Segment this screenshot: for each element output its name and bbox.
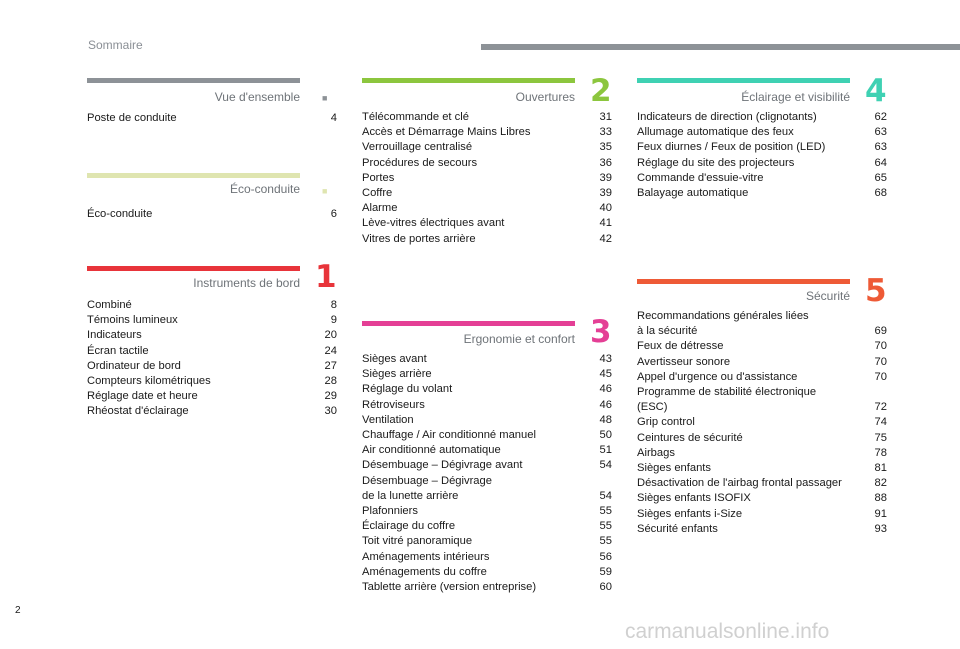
toc-entry[interactable] xyxy=(362,382,612,397)
entry-page: 54 xyxy=(599,459,612,472)
entry-page: 20 xyxy=(324,329,337,342)
entry-page: 55 xyxy=(599,535,612,548)
entry-page: 59 xyxy=(599,565,612,578)
entry-label: Réglage du volant xyxy=(362,383,453,396)
section-ergonomie-confort xyxy=(362,314,612,596)
entry-page: 39 xyxy=(599,187,612,200)
section-title: Sécurité xyxy=(805,289,850,303)
entry-page: 70 xyxy=(874,370,887,383)
section-bar xyxy=(87,78,300,83)
section-bar xyxy=(87,266,300,271)
section-number-badge: 5 xyxy=(865,273,887,309)
toc-entry[interactable] xyxy=(362,171,612,186)
toc-entry[interactable] xyxy=(362,550,612,565)
toc-entry[interactable] xyxy=(362,580,612,595)
toc-entry[interactable] xyxy=(87,374,337,389)
entry-label: Allumage automatique des feux xyxy=(637,126,794,139)
entry-label: Écran tactile xyxy=(87,344,149,357)
entry-label: Alarme xyxy=(362,202,398,215)
toc-entry[interactable] xyxy=(362,232,612,247)
entry-label: Désembuage – Dégivrage de la lunette arrière xyxy=(362,474,492,502)
toc-entry[interactable] xyxy=(362,474,612,504)
entry-label: Verrouillage centralisé xyxy=(362,141,473,154)
section-title: Éclairage et visibilité xyxy=(741,90,850,104)
entry-label: Ordinateur de bord xyxy=(87,359,181,372)
entry-label: Avertisseur sonore xyxy=(637,355,731,368)
entry-page: 39 xyxy=(599,171,612,184)
entry-label: Air conditionné automatique xyxy=(362,444,501,457)
entry-label: Réglage du site des projecteurs xyxy=(637,156,795,169)
entry-label: Poste de conduite xyxy=(87,112,177,124)
entry-page: 27 xyxy=(324,359,337,372)
entry-page: 43 xyxy=(599,353,612,365)
entry-page: 40 xyxy=(599,202,612,215)
toc-entry[interactable] xyxy=(637,507,887,522)
section-bar xyxy=(87,173,300,178)
toc-entry[interactable] xyxy=(362,156,612,171)
section-ouvertures xyxy=(362,73,612,253)
toc-entry[interactable] xyxy=(637,309,887,339)
entry-page: 70 xyxy=(874,340,887,353)
entry-label: Aménagements du coffre xyxy=(362,565,487,578)
entry-page: 62 xyxy=(874,111,887,123)
entry-label: Appel d'urgence ou d'assistance xyxy=(637,370,798,383)
entry-label: Indicateurs xyxy=(87,329,142,342)
toc-entry[interactable] xyxy=(362,201,612,216)
entry-label: Commande d'essuie-vitre xyxy=(637,171,764,184)
page-number: 2 xyxy=(15,605,21,616)
entry-label: Coffre xyxy=(362,187,393,200)
entry-page: 88 xyxy=(874,492,887,505)
entry-list xyxy=(87,207,337,222)
entry-page: 64 xyxy=(874,156,887,169)
toc-entry[interactable] xyxy=(637,186,887,201)
entry-page: 54 xyxy=(599,489,612,502)
section-number-badge: 3 xyxy=(590,314,612,350)
toc-entry[interactable] xyxy=(87,298,337,313)
entry-label: Éclairage du coffre xyxy=(362,520,456,533)
entry-label: Lève-vitres électriques avant xyxy=(362,217,505,230)
entry-label: Compteurs kilométriques xyxy=(87,375,211,388)
toc-entry[interactable] xyxy=(362,186,612,201)
section-instruments-de-bord xyxy=(87,259,337,426)
entry-page: 6 xyxy=(330,208,337,220)
toc-entry[interactable] xyxy=(637,461,887,476)
section-number-badge: 4 xyxy=(865,73,887,109)
toc-entry[interactable] xyxy=(362,534,612,549)
toc-entry[interactable] xyxy=(87,328,337,343)
toc-entry[interactable] xyxy=(637,110,887,125)
section-title: Éco-conduite xyxy=(229,182,300,196)
entry-page: 70 xyxy=(874,355,887,368)
entry-page: 72 xyxy=(874,401,887,414)
entry-label: Recommandations générales liées à la sécurité xyxy=(637,310,809,338)
entry-page: 24 xyxy=(324,344,337,357)
page-title: Sommaire xyxy=(88,38,143,52)
entry-label: Balayage automatique xyxy=(637,187,749,200)
entry-label: Sièges avant xyxy=(362,353,427,365)
entry-page: 82 xyxy=(874,477,887,490)
toc-entry[interactable] xyxy=(362,565,612,580)
section-vue-ensemble xyxy=(87,78,337,128)
toc-entry[interactable] xyxy=(87,359,337,374)
entry-page: 75 xyxy=(874,431,887,444)
entry-page: 48 xyxy=(599,413,612,426)
entry-page: 30 xyxy=(324,405,337,418)
section-bar xyxy=(637,78,850,83)
section-bar xyxy=(362,78,575,83)
entry-page: 56 xyxy=(599,550,612,563)
entry-page: 46 xyxy=(599,383,612,396)
toc-entry[interactable] xyxy=(87,389,337,404)
entry-page: 60 xyxy=(599,581,612,594)
entry-page: 35 xyxy=(599,141,612,154)
toc-entry[interactable] xyxy=(637,446,887,461)
toc-entry[interactable] xyxy=(362,504,612,519)
entry-label: Vitres de portes arrière xyxy=(362,232,476,245)
entry-page: 45 xyxy=(599,368,612,381)
section-marker: ■ xyxy=(322,93,328,103)
entry-label: Ventilation xyxy=(362,413,414,426)
entry-page: 41 xyxy=(599,217,612,230)
entry-page: 28 xyxy=(324,375,337,388)
section-eclairage-visibilite xyxy=(637,73,887,208)
entry-label: Indicateurs de direction (clignotants) xyxy=(637,111,817,123)
toc-entry[interactable] xyxy=(362,398,612,413)
toc-entry[interactable] xyxy=(362,352,612,367)
toc-entry[interactable] xyxy=(637,476,887,491)
toc-entry[interactable] xyxy=(362,125,612,140)
entry-label: Feux de détresse xyxy=(637,340,724,353)
toc-entry[interactable] xyxy=(362,140,612,155)
toc-entry[interactable] xyxy=(362,519,612,534)
toc-entry[interactable] xyxy=(637,385,887,415)
entry-list xyxy=(637,309,887,537)
entry-label: Sièges enfants ISOFIX xyxy=(637,492,751,505)
entry-label: Témoins lumineux xyxy=(87,314,178,327)
entry-page: 81 xyxy=(874,462,887,475)
section-title: Vue d'ensemble xyxy=(214,90,300,104)
section-bar xyxy=(637,279,850,284)
toc-entry[interactable] xyxy=(637,355,887,370)
entry-page: 31 xyxy=(599,111,612,123)
toc-entry[interactable] xyxy=(362,458,612,473)
entry-label: Aménagements intérieurs xyxy=(362,550,490,563)
entry-label: Toit vitré panoramique xyxy=(362,535,473,548)
toc-entry[interactable] xyxy=(637,522,887,537)
entry-list xyxy=(362,110,612,247)
entry-label: Sièges enfants i-Size xyxy=(637,507,743,520)
entry-label: Désactivation de l'airbag frontal passager xyxy=(637,477,842,490)
entry-label: Rétroviseurs xyxy=(362,398,425,411)
entry-page: 78 xyxy=(874,446,887,459)
entry-label: Sièges enfants xyxy=(637,462,712,475)
toc-entry[interactable] xyxy=(87,404,337,419)
entry-page: 63 xyxy=(874,141,887,154)
entry-label: Procédures de secours xyxy=(362,156,478,169)
entry-label: Accès et Démarrage Mains Libres xyxy=(362,126,531,139)
toc-entry[interactable] xyxy=(637,431,887,446)
entry-page: 74 xyxy=(874,416,887,429)
toc-entry[interactable] xyxy=(362,110,612,125)
entry-page: 69 xyxy=(874,325,887,338)
toc-entry[interactable] xyxy=(637,339,887,354)
toc-entry[interactable] xyxy=(637,171,887,186)
section-title: Instruments de bord xyxy=(193,276,300,290)
entry-list xyxy=(362,352,612,595)
entry-label: Portes xyxy=(362,171,395,184)
toc-entry[interactable] xyxy=(87,111,337,126)
entry-label: Désembuage – Dégivrage avant xyxy=(362,459,523,472)
entry-page: 29 xyxy=(324,390,337,403)
section-number-badge: 1 xyxy=(315,259,337,295)
watermark-text: carmanualsonline.info xyxy=(625,620,830,643)
entry-label: Programme de stabilité électronique (ESC) xyxy=(637,386,817,414)
entry-label: Sécurité enfants xyxy=(637,522,718,535)
toc-entry[interactable] xyxy=(637,125,887,140)
entry-page: 93 xyxy=(874,522,887,535)
entry-page: 33 xyxy=(599,126,612,139)
entry-page: 50 xyxy=(599,429,612,442)
toc-entry[interactable] xyxy=(362,367,612,382)
toc-entry[interactable] xyxy=(637,140,887,155)
entry-page: 36 xyxy=(599,156,612,169)
entry-page: 65 xyxy=(874,171,887,184)
entry-label: Rhéostat d'éclairage xyxy=(87,405,189,418)
entry-label: Réglage date et heure xyxy=(87,390,198,403)
entry-label: Tablette arrière (version entreprise) xyxy=(362,581,537,594)
section-title: Ouvertures xyxy=(515,90,575,104)
entry-label: Ceintures de sécurité xyxy=(637,431,743,444)
section-title: Ergonomie et confort xyxy=(463,332,575,346)
toc-entry[interactable] xyxy=(637,370,887,385)
toc-entry[interactable] xyxy=(637,156,887,171)
entry-page: 55 xyxy=(599,520,612,533)
toc-entry[interactable] xyxy=(362,413,612,428)
entry-list xyxy=(87,298,337,420)
entry-label: Grip control xyxy=(637,416,695,429)
toc-entry[interactable] xyxy=(637,491,887,506)
entry-page: 8 xyxy=(330,299,337,311)
header-bar xyxy=(481,44,960,50)
entry-label: Feux diurnes / Feux de position (LED) xyxy=(637,141,826,154)
section-marker: ■ xyxy=(322,186,328,196)
entry-label: Éco-conduite xyxy=(87,208,153,220)
entry-page: 63 xyxy=(874,126,887,139)
entry-page: 42 xyxy=(599,232,612,245)
toc-entry[interactable] xyxy=(362,443,612,458)
entry-page: 46 xyxy=(599,398,612,411)
entry-page: 55 xyxy=(599,505,612,518)
entry-page: 91 xyxy=(874,507,887,520)
toc-entry[interactable] xyxy=(362,428,612,443)
entry-list xyxy=(637,110,887,201)
entry-page: 9 xyxy=(330,314,337,327)
toc-entry[interactable] xyxy=(637,415,887,430)
entry-list xyxy=(87,111,337,126)
entry-page: 68 xyxy=(874,187,887,200)
entry-label: Combiné xyxy=(87,299,132,311)
section-securite xyxy=(637,273,887,539)
section-eco-conduite xyxy=(87,173,337,223)
toc-entry[interactable] xyxy=(87,344,337,359)
entry-page: 4 xyxy=(330,112,337,124)
toc-entry[interactable] xyxy=(362,216,612,231)
entry-label: Airbags xyxy=(637,446,675,459)
section-bar xyxy=(362,321,575,326)
toc-entry[interactable] xyxy=(87,207,337,222)
entry-label: Chauffage / Air conditionné manuel xyxy=(362,429,536,442)
entry-label: Plafonniers xyxy=(362,505,418,518)
entry-page: 51 xyxy=(599,444,612,457)
entry-label: Sièges arrière xyxy=(362,368,432,381)
section-number-badge: 2 xyxy=(590,73,612,109)
entry-label: Télécommande et clé xyxy=(362,111,469,123)
toc-entry[interactable] xyxy=(87,313,337,328)
